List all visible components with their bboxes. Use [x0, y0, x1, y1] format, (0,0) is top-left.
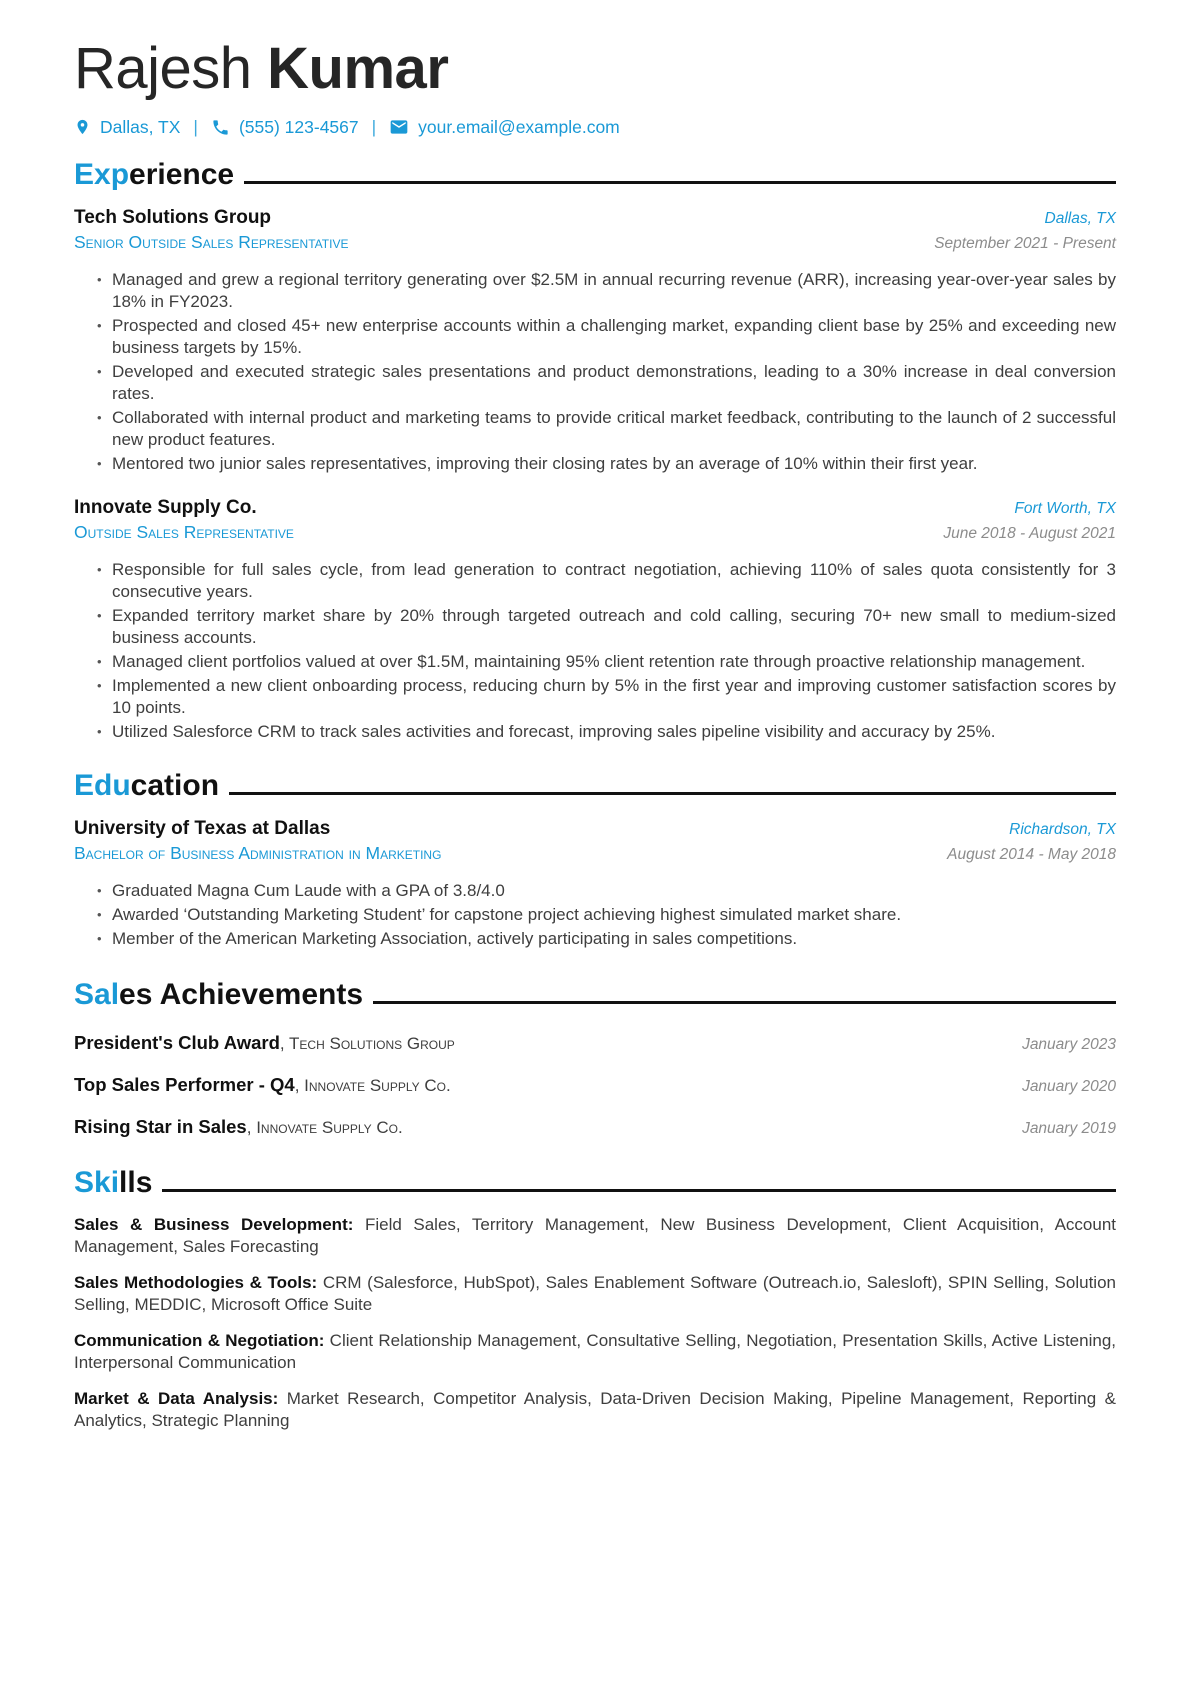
section-title-text: Education — [74, 768, 220, 802]
contact-email[interactable] — [389, 117, 620, 138]
achievement-date: January 2019 — [1022, 1119, 1116, 1137]
achievement-row — [74, 1074, 1116, 1096]
contact-separator: | — [371, 116, 377, 137]
experience-entry — [74, 207, 1116, 475]
list-item: • Expanded territory market share by 20% through targeted outreach and cold calling, securing 70+ new small to medium-sized business accounts. — [74, 605, 1116, 649]
achievement-label — [74, 1032, 455, 1054]
position-title: Outside Sales Representative — [74, 521, 294, 542]
contact-location — [74, 117, 180, 138]
last-name: Kumar — [267, 36, 449, 101]
skill-group — [74, 1330, 1116, 1374]
bullet-dot: • — [97, 723, 102, 739]
list-item: • Managed and grew a regional territory generating over $2.5M in annual recurring revenue (ARR), increasing year-over-year sales by 18% in FY2023. — [74, 269, 1116, 313]
skill-group-text: Field Sales, Territory Management, New Business Development, Client Acquisition, Account Management, Sales Forecasting — [74, 1214, 1117, 1256]
phone-text: (555) 123-4567 — [238, 116, 359, 137]
bullet-dot: • — [97, 906, 102, 922]
list-item: • Responsible for full sales cycle, from lead generation to contract negotiation, achieving 110% of sales quota consistently for 3 consecutive years. — [74, 559, 1116, 603]
section-rule — [162, 1189, 1116, 1192]
section-title-text: Skills — [74, 1165, 153, 1199]
skill-group — [74, 1214, 1116, 1258]
skill-group-text: CRM (Salesforce, HubSpot), Sales Enablement Software (Outreach.io, Salesloft), SPIN Selling, Solution Selling, MEDDIC, Microsoft Office Suite — [74, 1272, 1116, 1314]
achievement-label — [74, 1116, 403, 1138]
list-item: • Awarded ‘Outstanding Marketing Student’ for capstone project achieving highest simulated market share. — [74, 904, 1116, 926]
skill-group-label: Communication & Negotiation: — [74, 1330, 325, 1350]
degree-title: Bachelor of Business Administration in Marketing — [74, 842, 442, 863]
bullet-dot: • — [97, 930, 102, 946]
bullet-dot: • — [97, 317, 102, 333]
bullet-dot: • — [97, 561, 102, 577]
achievement-row — [74, 1032, 1116, 1054]
person-name — [74, 38, 1116, 101]
bullet-dot: • — [97, 677, 102, 693]
first-name: Rajesh — [74, 36, 252, 101]
entry-location: Richardson, TX — [1009, 820, 1116, 838]
skill-group — [74, 1272, 1116, 1316]
location-pin-icon — [74, 117, 91, 137]
bullet-dot: • — [97, 271, 102, 287]
bullet-dot: • — [97, 607, 102, 623]
list-item: • Developed and executed strategic sales presentations and product demonstrations, leading to a 30% increase in deal conversion rates. — [74, 361, 1116, 405]
section-rule — [373, 1001, 1116, 1004]
envelope-icon — [389, 117, 409, 137]
list-item: • Prospected and closed 45+ new enterprise accounts within a challenging market, expanding client base by 25% and exceeding new business targets by 15%. — [74, 315, 1116, 359]
position-title: Senior Outside Sales Representative — [74, 231, 349, 252]
list-item: • Member of the American Marketing Association, actively participating in sales competitions. — [74, 928, 1116, 950]
education-entry — [74, 818, 1116, 950]
institution-name: University of Texas at Dallas — [74, 817, 331, 839]
skill-group-text: Client Relationship Management, Consultative Selling, Negotiation, Presentation Skills, Active Listening, Interpersonal Communication — [74, 1330, 1116, 1372]
company-name: Innovate Supply Co. — [74, 496, 257, 518]
section-title-text: Sales Achievements — [74, 977, 364, 1011]
list-item: • Mentored two junior sales representatives, improving their closing rates by an average of 10% within their first year. — [74, 453, 1116, 475]
skill-group — [74, 1388, 1116, 1432]
list-item: • Utilized Salesforce CRM to track sales activities and forecast, improving sales pipeline visibility and accuracy by 25%. — [74, 721, 1116, 743]
section-title-education — [74, 769, 1116, 803]
entry-dates: September 2021 - Present — [934, 234, 1116, 252]
achievement-org: Innovate Supply Co. — [256, 1117, 403, 1137]
section-title-skills — [74, 1166, 1116, 1200]
bullet-dot: • — [97, 653, 102, 669]
entry-dates: June 2018 - August 2021 — [943, 524, 1116, 542]
achievement-label — [74, 1074, 451, 1096]
achievement-org: Innovate Supply Co. — [304, 1075, 451, 1095]
achievement-org: Tech Solutions Group — [289, 1033, 455, 1053]
section-title-experience — [74, 158, 1116, 192]
bullet-list — [74, 269, 1116, 475]
skill-group-label: Sales & Business Development: — [74, 1214, 354, 1234]
section-rule — [229, 792, 1116, 795]
email-text: your.email@example.com — [418, 116, 620, 137]
location-text: Dallas, TX — [100, 116, 181, 137]
bullet-dot: • — [97, 882, 102, 898]
entry-location: Dallas, TX — [1044, 209, 1116, 227]
contact-row — [74, 117, 1116, 138]
experience-entry — [74, 497, 1116, 743]
bullet-dot: • — [97, 409, 102, 425]
achievement-date: January 2023 — [1022, 1035, 1116, 1053]
list-item: • Implemented a new client onboarding process, reducing churn by 5% in the first year and improving customer satisfaction scores by 10 points. — [74, 675, 1116, 719]
achievement-separator: , — [279, 1033, 290, 1053]
achievement-separator: , — [294, 1075, 305, 1095]
achievement-row — [74, 1116, 1116, 1138]
bullet-list — [74, 880, 1116, 950]
skill-group-text: Market Research, Competitor Analysis, Data-Driven Decision Making, Pipeline Management, Reporting & Analytics, Strategic Planning — [74, 1388, 1116, 1430]
contact-separator: | — [193, 116, 198, 137]
list-item: • Managed client portfolios valued at over $1.5M, maintaining 95% client retention rate through proactive relationship management. — [74, 651, 1116, 673]
company-name: Tech Solutions Group — [74, 206, 272, 228]
section-title-achievements — [74, 978, 1116, 1012]
skill-group-label: Market & Data Analysis: — [74, 1388, 279, 1408]
section-title-text: Experience — [74, 157, 235, 191]
list-item: • Graduated Magna Cum Laude with a GPA of 3.8/4.0 — [74, 880, 1116, 902]
contact-phone[interactable] — [211, 117, 359, 138]
achievement-name: Rising Star in Sales — [74, 1115, 247, 1137]
bullet-list — [74, 559, 1116, 743]
achievement-date: January 2020 — [1022, 1077, 1116, 1095]
skill-group-label: Sales Methodologies & Tools: — [74, 1272, 318, 1292]
achievement-separator: , — [246, 1117, 257, 1137]
achievement-name: President's Club Award — [74, 1031, 280, 1053]
entry-dates: August 2014 - May 2018 — [947, 845, 1116, 863]
phone-icon — [211, 118, 230, 137]
achievement-name: Top Sales Performer - Q4 — [74, 1073, 295, 1095]
entry-location: Fort Worth, TX — [1014, 499, 1116, 517]
section-rule — [244, 181, 1116, 184]
list-item: • Collaborated with internal product and marketing teams to provide critical market feedback, contributing to the launch of 2 successful new product features. — [74, 407, 1116, 451]
bullet-dot: • — [97, 363, 102, 379]
bullet-dot: • — [97, 455, 102, 471]
